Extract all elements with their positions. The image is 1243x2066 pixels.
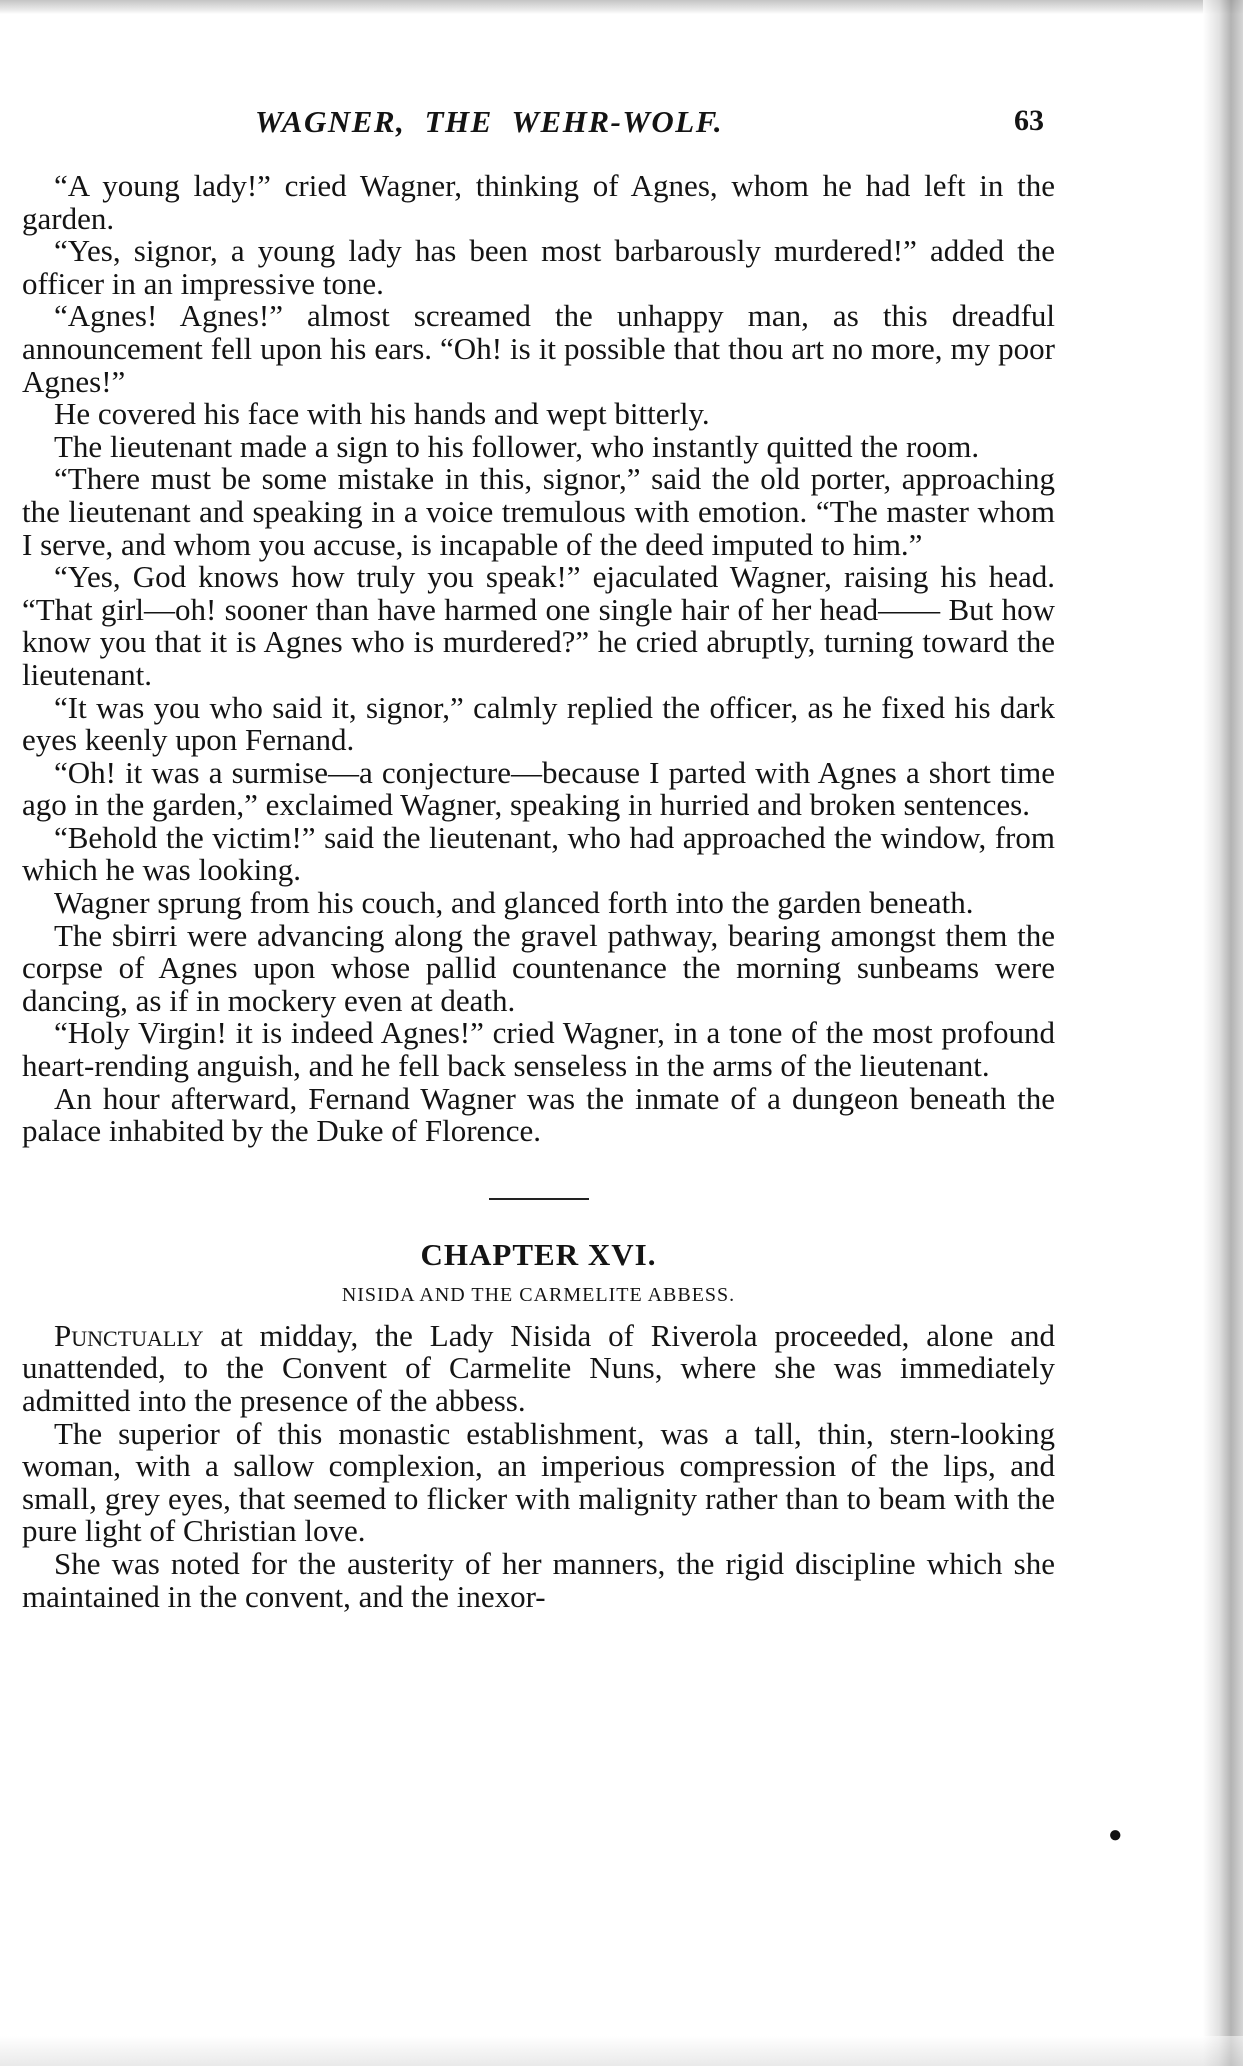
paragraph: “Agnes! Agnes!” almost screamed the unhappy man, as this dreadful announcement fell upon his ears. “Oh! is it possible that thou art no more, my poor Agnes!” <box>22 298 1055 399</box>
page-right-edge-shadow <box>1203 0 1243 2066</box>
paragraph: The superior of this monastic establishment, was a tall, thin, stern-looking woman, with a sallow complexion, an imperious compression of the lips, and small, grey eyes, that seemed to flicker with malignity rather than to beam with the pure light of Christian love. <box>22 1415 1055 1549</box>
page-number: 63 <box>1014 104 1044 137</box>
paragraph: “A young lady!” cried Wagner, thinking of Agnes, whom he had left in the garden. <box>22 168 1055 236</box>
body-text <box>22 170 1055 1613</box>
opening-text: at midday, the Lady Nisida of Riverola proceeded, alone and unattended, to the Convent of Carmelite Nuns, where she was immediately admitted into the presence of the abbess. <box>22 1317 1055 1418</box>
paragraph: “Yes, signor, a young lady has been most barbarously murdered!” added the officer in an impressive tone. <box>22 233 1055 301</box>
section-divider <box>489 1198 589 1200</box>
paragraph: “Yes, God knows how truly you speak!” ejaculated Wagner, raising his head. “That girl—oh! sooner than have harmed one single hair of her head—— But how know you that it is Agnes who is murdered?” he cried abruptly, turning toward the lieutenant. <box>22 559 1055 692</box>
paragraph: “Oh! it was a surmise—a conjecture—because I parted with Agnes a short time ago in the garden,” exclaimed Wagner, speaking in hurried and broken sentences. <box>22 754 1055 823</box>
running-title: WAGNER, THE WEHR-WOLF. <box>255 104 724 139</box>
drop-word: Punctually <box>54 1317 204 1353</box>
margin-ink-mark: ● <box>1108 1822 1123 1848</box>
paragraph: Wagner sprung from his couch, and glanced forth into the garden beneath. <box>54 885 974 921</box>
running-head <box>0 104 1243 144</box>
paragraph: “Behold the victim!” said the lieutenant, who had approached the window, from which he was looking. <box>22 819 1055 888</box>
paragraph: “Holy Virgin! it is indeed Agnes!” cried Wagner, in a tone of the most profound heart-rending anguish, and he fell back senseless in the arms of the lieutenant. <box>22 1015 1055 1084</box>
page-bottom-edge-shadow <box>0 2036 1243 2066</box>
paragraph: She was noted for the austerity of her manners, the rigid discipline which she maintained in the convent, and the inexor- <box>22 1545 1055 1614</box>
paragraph: “It was you who said it, signor,” calmly replied the officer, as he fixed his dark eyes keenly upon Fernand. <box>22 689 1055 758</box>
paragraph: He covered his face with his hands and wept bitterly. <box>54 396 710 432</box>
paragraph: An hour afterward, Fernand Wagner was the inmate of a dungeon beneath the palace inhabited by the Duke of Florence. <box>22 1080 1055 1149</box>
paragraph: “There must be some mistake in this, signor,” said the old porter, approaching the lieutenant and speaking in a voice tremulous with emotion. “The master whom I serve, and whom you accuse, is incapable of the deed imputed to him.” <box>22 461 1055 562</box>
chapter-title: CHAPTER XVI. <box>420 1236 657 1272</box>
chapter-opening-paragraph <box>22 1317 1055 1418</box>
paragraph: The lieutenant made a sign to his follower, who instantly quitted the room. <box>54 428 980 464</box>
chapter-subtitle: NISIDA AND THE CARMELITE ABBESS. <box>341 1283 736 1306</box>
page-top-edge-shadow <box>0 0 1243 14</box>
paragraph: The sbirri were advancing along the gravel pathway, bearing amongst them the corpse of Agnes upon whose pallid countenance the morning sunbeams were dancing, as if in mockery even at death. <box>22 917 1055 1018</box>
